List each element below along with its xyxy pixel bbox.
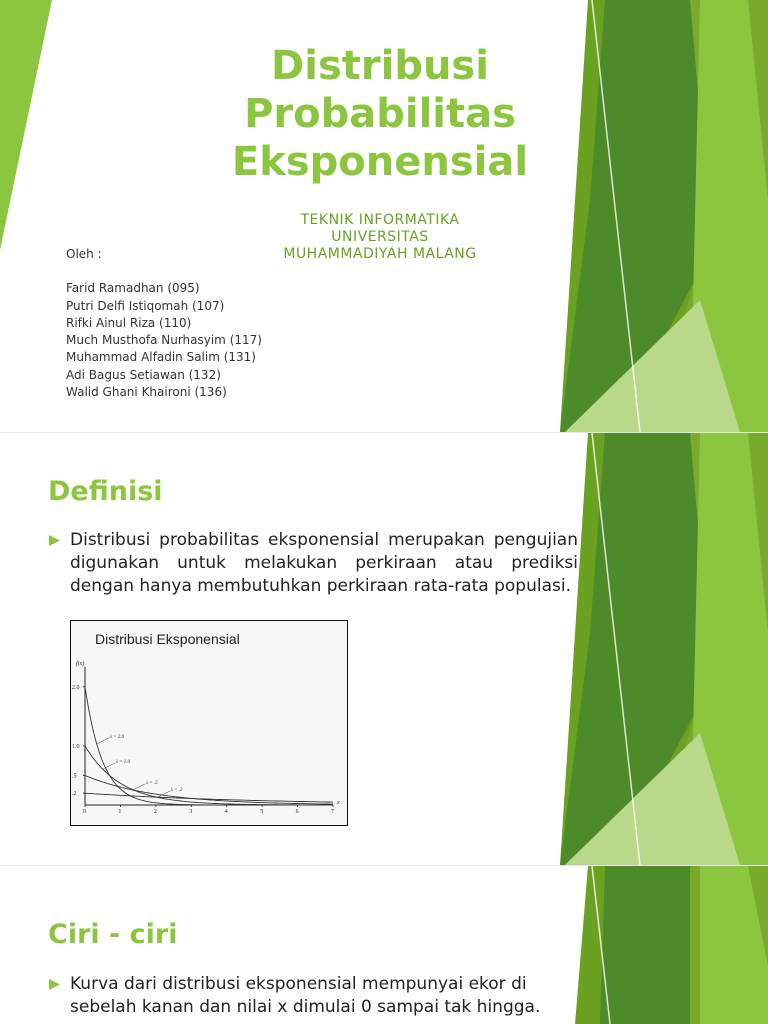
series-label-leader <box>133 784 145 790</box>
y-tick-label: .5 <box>72 773 77 780</box>
by-label: Oleh : <box>66 247 102 261</box>
definition-text: Distribusi probabilitas eksponensial merupakan pengujian digunakan untuk melakukan perkiraan atau prediksi dengan hanya membutuhkan perkiraan rata-rata populasi. <box>70 530 578 596</box>
slide-title <box>205 42 555 186</box>
x-axis-label: x <box>337 800 340 806</box>
title-line-1: Distribusi <box>271 43 489 89</box>
section-title: Ciri - ciri <box>48 919 178 950</box>
series-label: λ = .2 <box>170 788 183 794</box>
right-darker-strip <box>600 866 700 1024</box>
x-tick-label: 6 <box>295 809 299 815</box>
series-label-leader <box>97 738 109 744</box>
series-line <box>85 746 333 805</box>
x-tick-label: 1 <box>118 809 122 815</box>
x-tick-label: 3 <box>189 809 193 815</box>
author-item: Farid Ramadhan (095) <box>66 281 200 296</box>
series-label: λ = 1.0 <box>115 760 131 766</box>
bullet-arrow-icon <box>49 979 60 990</box>
exponential-chart <box>70 620 348 826</box>
characteristics-text: Kurva dari distribusi eksponensial mempunyai ekor di sebelah kanan dan nilai x dimulai 0 sampai tak hingga. <box>70 974 541 1017</box>
bullet-arrow-icon <box>49 535 60 546</box>
series-label: λ = 2.0 <box>109 734 124 740</box>
author-list <box>66 246 262 401</box>
subtitle-line-2: UNIVERSITAS <box>331 229 429 245</box>
x-tick-label: 0 <box>83 809 86 815</box>
y-tick-label: 2.0 <box>72 684 80 691</box>
y-axis-label: f(x) <box>76 661 85 667</box>
x-tick-label: 5 <box>260 809 264 815</box>
author-item: Much Musthofa Nurhasyim (117) <box>66 333 262 348</box>
author-item: Muhammad Alfadin Salim (131) <box>66 350 256 365</box>
author-item: Walid Ghani Khaironi (136) <box>66 385 227 400</box>
chart-plot <box>71 621 347 825</box>
slide-subtitle <box>240 212 520 263</box>
chart-title: Distribusi Eksponensial <box>95 631 240 647</box>
subtitle-line-1: TEKNIK INFORMATIKA <box>300 212 460 228</box>
definition-slide <box>0 433 768 865</box>
author-item: Adi Bagus Setiawan (132) <box>66 367 221 382</box>
x-tick-label: 7 <box>331 809 334 815</box>
title-slide <box>0 0 768 432</box>
section-title: Definisi <box>48 476 163 507</box>
y-tick-label: .2 <box>72 791 77 798</box>
left-triangle-shape <box>0 0 52 250</box>
x-tick-label: 2 <box>153 809 157 815</box>
title-line-3: Eksponensial <box>231 139 529 185</box>
title-line-2: Probabilitas <box>244 91 516 137</box>
author-item: Putri Delfi Istiqomah (107) <box>66 298 225 313</box>
subtitle-line-3: MUHAMMADIYAH MALANG <box>283 246 477 262</box>
series-line <box>85 793 333 802</box>
series-line <box>85 776 333 805</box>
characteristics-slide <box>0 866 768 1024</box>
author-spacer <box>66 263 262 280</box>
author-item: Rifki Ainul Riza (110) <box>66 315 192 330</box>
x-tick-label: 4 <box>224 809 228 815</box>
series-label: λ = .5 <box>145 780 158 786</box>
y-tick-label: 1.0 <box>72 743 80 750</box>
